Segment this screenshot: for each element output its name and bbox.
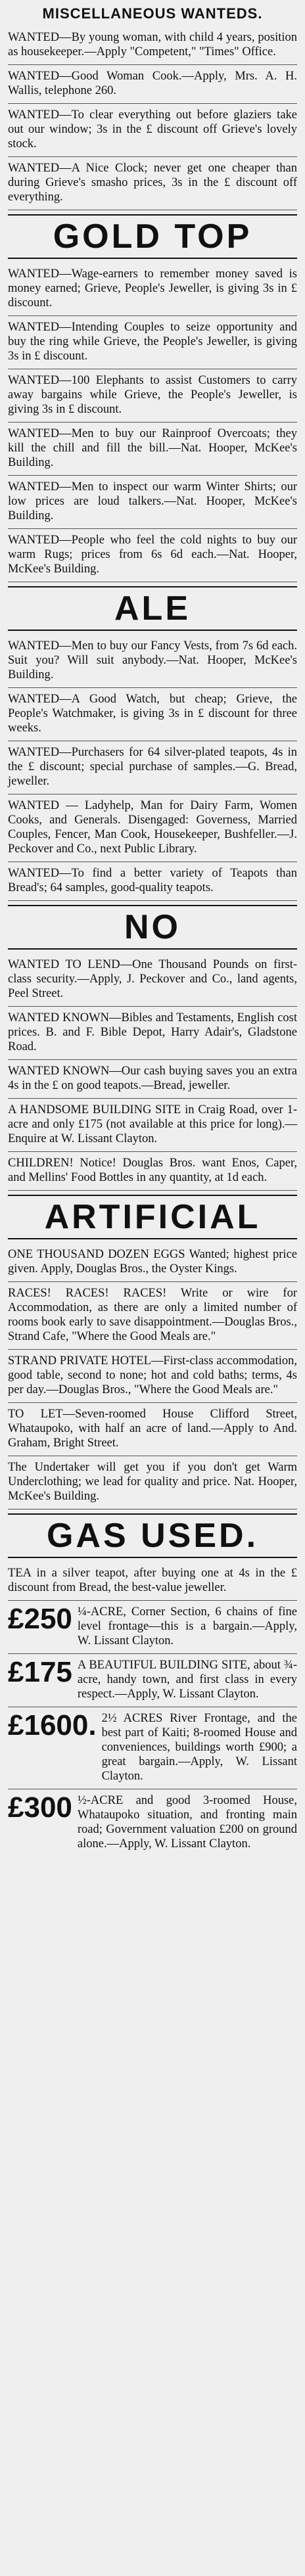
classified-ad: WANTED KNOWN—Bibles and Testaments, English cost prices. B. and F. Bible Depot, Harry Adair's, Gladstone Road. — [8, 1007, 297, 1060]
classified-ad: WANTED—To clear everything out before glaziers take out our window; 3s in the £ discount off Grieve's lovely stock. — [8, 104, 297, 157]
banner-heading: NO — [8, 905, 297, 950]
classified-ad: RACES! RACES! RACES! Write or wire for Accommodation, as there are only a limited number of rooms book early to save disappointment.—Douglas Bros., Strand Cafe, "Where the Good Meals are." — [8, 1282, 297, 1350]
classified-ad: TEA in a silver teapot, after buying one at 4s in the £ discount from Bread, the best-value jeweller. — [8, 1562, 297, 1601]
classified-ad: WANTED—Men to buy our Fancy Vests, from 7s 6d each. Suit you? Will suit anybody.—Nat. Hooper, McKee's Building. — [8, 635, 297, 688]
classified-ad: WANTED—Purchasers for 64 silver-plated teapots, 4s in the £ discount; special purchase of samples.—G. Bread, jeweller. — [8, 741, 297, 794]
banner-heading: ALE — [8, 586, 297, 631]
classified-ad: WANTED—People who feel the cold nights to buy our warm Rugs; prices from 6s 6d each.—Nat. Hooper, McKee's Building. — [8, 529, 297, 582]
property-ad — [8, 1789, 297, 1856]
property-description: 2½ ACRES River Frontage, and the best part of Kaiti; 8-roomed House and conveniences, buildings worth £900; a great bargain.—Apply, W. Lissant Clayton. — [101, 1712, 297, 1783]
property-description: A BEAUTIFUL BUILDING SITE, about ¾-acre, handy town, and first class in every respect.—Apply, W. Lissant Clayton. — [77, 1659, 297, 1701]
classified-ad: WANTED—A Good Watch, but cheap; Grieve, the People's Watchmaker, is giving 3s in £ discount for three weeks. — [8, 688, 297, 741]
property-ad — [8, 1601, 297, 1654]
property-price: £175 — [8, 1656, 72, 1688]
banner-heading: GOLD TOP — [8, 214, 297, 259]
classified-ad: WANTED—Good Woman Cook.—Apply, Mrs. A. H. Wallis, telephone 260. — [8, 65, 297, 104]
classified-ad: WANTED—Men to inspect our warm Winter Shirts; our low prices are loud talkers.—Nat. Hooper, McKee's Building. — [8, 476, 297, 529]
classified-ad: WANTED—Wage-earners to remember money saved is money earned; Grieve, People's Jeweller, is giving 3s in £ discount. — [8, 263, 297, 316]
classified-ad: WANTED—By young woman, with child 4 years, position as housekeeper.—Apply "Competent," "Times" Office. — [8, 26, 297, 65]
section-header: MISCELLANEOUS WANTEDS. — [42, 5, 263, 22]
property-ad — [8, 1654, 297, 1707]
classified-ad: WANTED—100 Elephants to assist Customers to carry away bargains while Grieve, the People's Jeweller, is giving 3s in £ discount. — [8, 369, 297, 423]
property-price: £300 — [8, 1791, 72, 1824]
classified-ad: WANTED—Intending Couples to seize opportunity and buy the ring while Grieve, the People's Jeweller, is giving 3s in £ discount. — [8, 316, 297, 369]
banner-heading: ARTIFICIAL — [8, 1195, 297, 1239]
classified-ad: WANTED TO LEND—One Thousand Pounds on first-class security.—Apply, J. Peckover and Co., land agents, Peel Street. — [8, 954, 297, 1007]
classified-ad: WANTED—To find a better variety of Teapots than Bread's; 64 samples, good-quality teapots. — [8, 862, 297, 901]
classified-ad: A HANDSOME BUILDING SITE in Craig Road, over 1-acre and only £175 (not available at this price for long).—Enquire at W. Lissant Clayton. — [8, 1099, 297, 1152]
classified-ad: WANTED—Men to buy our Rainproof Overcoats; they kill the chill and fill the bill.—Nat. Hooper, McKee's Building. — [8, 423, 297, 476]
property-price: £1600. — [8, 1709, 97, 1741]
classified-ad: ONE THOUSAND DOZEN EGGS Wanted; highest price given. Apply, Douglas Bros., the Oyster Kings. — [8, 1243, 297, 1282]
classified-ad: CHILDREN! Notice! Douglas Bros. want Enos, Caper, and Mellins' Food Bottles in any quantity, at 1d each. — [8, 1152, 297, 1191]
classified-ad: The Undertaker will get you if you don't get Warm Underclothing; we lead for quality and price. Nat. Hooper, McKee's Building. — [8, 1456, 297, 1509]
classified-ad: WANTED—A Nice Clock; never get one cheaper than during Grieve's smasho prices, 3s in the £ discount off everything. — [8, 157, 297, 210]
property-description: ¼-ACRE, Corner Section, 6 chains of fine level frontage—this is a bargain.—Apply, W. Lissant Clayton. — [77, 1605, 297, 1647]
classified-ad: WANTED — Ladyhelp, Man for Dairy Farm, Women Cooks, and Generals. Disengaged: Governess, Married Couples, Fencer, Man Cook, Housekeeper, Bushfeller.—J. Peckover and Co., next Public Library. — [8, 794, 297, 862]
banner-heading: GAS USED. — [8, 1513, 297, 1558]
classified-ad: TO LET—Seven-roomed House Clifford Street, Whataupoko, with half an acre of land.—Apply to And. Graham, Bright Street. — [8, 1403, 297, 1456]
classified-ad: WANTED KNOWN—Our cash buying saves you an extra 4s in the £ on good teapots.—Bread, jeweller. — [8, 1060, 297, 1099]
property-ad — [8, 1707, 297, 1789]
property-description: ½-ACRE and good 3-roomed House, Whataupoko situation, and fronting main road; Government valuation £200 on ground alone.—Apply, W. Lissant Clayton. — [77, 1794, 297, 1851]
classified-ad: STRAND PRIVATE HOTEL—First-class accommodation, good table, second to none; hot and cold baths; terms, 4s per day.—Douglas Bros., "Where the Good Meals are." — [8, 1350, 297, 1403]
property-price: £250 — [8, 1603, 72, 1635]
